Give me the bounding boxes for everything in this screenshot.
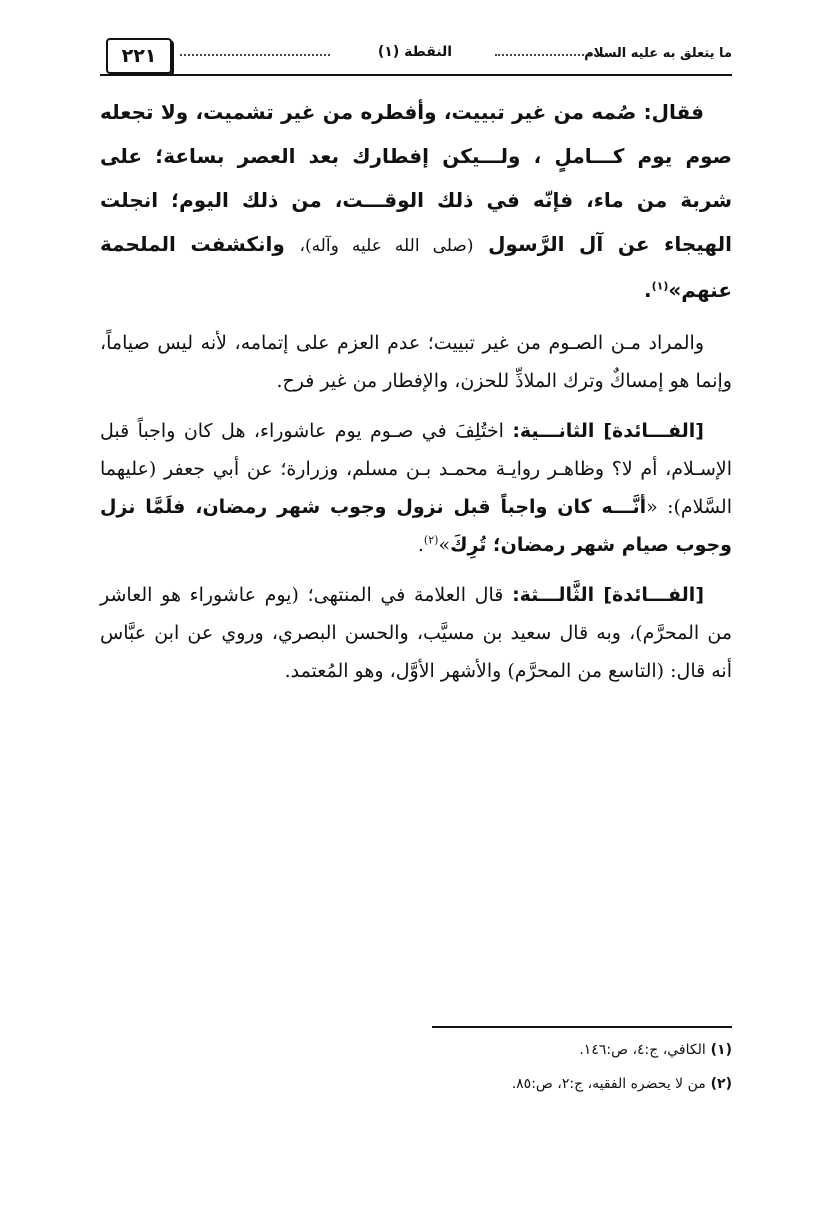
book-section-title: ما يتعلق به عليه السلام <box>584 46 732 61</box>
footnote-number: (٢) <box>710 1076 732 1092</box>
explanation-text: والمراد مـن الصـوم من غير تبييت؛ عدم العزم على إتمامه، لأنه ليس صياماً، وإنما هو إمساكٌ وترك الملاذِّ للحزن، والإفطار من غير فرح. <box>100 332 732 392</box>
main-text <box>100 90 732 702</box>
footnote-ref-1: (١) <box>651 279 669 293</box>
footnote-number: (١) <box>710 1042 732 1058</box>
header-dotted-leader-left <box>180 54 330 56</box>
paragraph-benefit-3 <box>100 576 732 690</box>
quote-text-end: وانكشفت الملحمة عنهم» <box>100 232 732 302</box>
header-rule <box>100 74 732 76</box>
benefit-3-text: قال العلامة في المنتهى؛ (يوم عاشوراء هو العاشر من المحرَّم)، وبه قال سعيد بن مسيَّب، والحسن البصري، وروي عن ابن عبَّاس أنه قال: (التاسع من المحرَّم) والأشهر الأوَّل، وهو المُعتمد. <box>100 584 732 682</box>
footnote-rule <box>432 1026 732 1028</box>
chapter-title: النقطة (١) <box>377 44 453 60</box>
page-header <box>100 38 732 78</box>
footnote-text: من لا يحضره الفقيه، ج:٢، ص:٨٥. <box>511 1076 706 1092</box>
footnote-2 <box>100 1074 732 1094</box>
paragraph-benefit-2: [الفـــائدة] الثانـــية: اختُلِفَ في صـوم يوم عاشوراء، هل كان واجباً قبل الإسـلام، أم لا؟ وظاهـر روايـة محمـد بـن مسلم، وزرارة؛ عن أبي جعفر (عليهما السَّلام): «أنَّـــه كان واجباً قبل نزول وجوب شهر رمضان، فلَمَّا نزل وجوب صيام شهر رمضان؛ تُرِكَ»$^{(٢)}$. <box>100 420 732 556</box>
salawat-text: (صلى الله عليه وآله)، <box>299 236 474 256</box>
benefit-2-quote: أنَّـــه كان واجباً قبل نزول وجوب شهر رمضان، فلَمَّا نزل وجوب صيام شهر رمضان؛ تُرِكَ <box>100 496 732 556</box>
page-number: ٢٢١ <box>106 38 172 74</box>
benefit-2-label: [الفـــائدة] الثانـــية: <box>512 420 704 442</box>
benefit-2-text: اختُلِفَ في صـوم يوم عاشوراء، هل كان واجباً قبل الإسـلام، أم لا؟ وظاهـر روايـة محمـد بـن مسلم، وزرارة؛ عن أبي جعفر (عليهما السَّلام): « <box>100 420 732 518</box>
footnote-text: الكافي، ج:٤، ص:١٤٦. <box>579 1042 706 1058</box>
benefit-3-label: [الفـــائدة] الثَّالـــثة: <box>512 584 704 606</box>
footnote-ref-2: (٢) <box>423 533 439 547</box>
footnotes <box>100 1040 732 1108</box>
benefit-2-quote-close: » <box>438 534 451 556</box>
paragraph-quote: فقال: صُمه من غير تبييت، وأفطره من غير تشميت، ولا تجعله صوم يوم كـــاملٍ ، ولـــيكن إفطارك بعد العصر بساعة؛ على شربة من ماء، فإنّه في ذلك الوقـــت، من ذلك اليوم؛ انجلت الهيجاء عن آل الرَّسول (صلى الله عليه وآله)، وانكشفت الملحمة عنهم»$^{(١)}$. <box>100 100 732 302</box>
quote-text: فقال: صُمه من غير تبييت، وأفطره من غير تشميت، ولا تجعله صوم يوم كـــاملٍ ، ولـــيكن إفطارك بعد العصر بساعة؛ على شربة من ماء، فإنّه في ذلك الوقـــت، من ذلك اليوم؛ انجلت الهيجاء عن آل الرَّسول <box>100 100 732 256</box>
footnote-1 <box>100 1040 732 1060</box>
paragraph-explanation <box>100 324 732 400</box>
